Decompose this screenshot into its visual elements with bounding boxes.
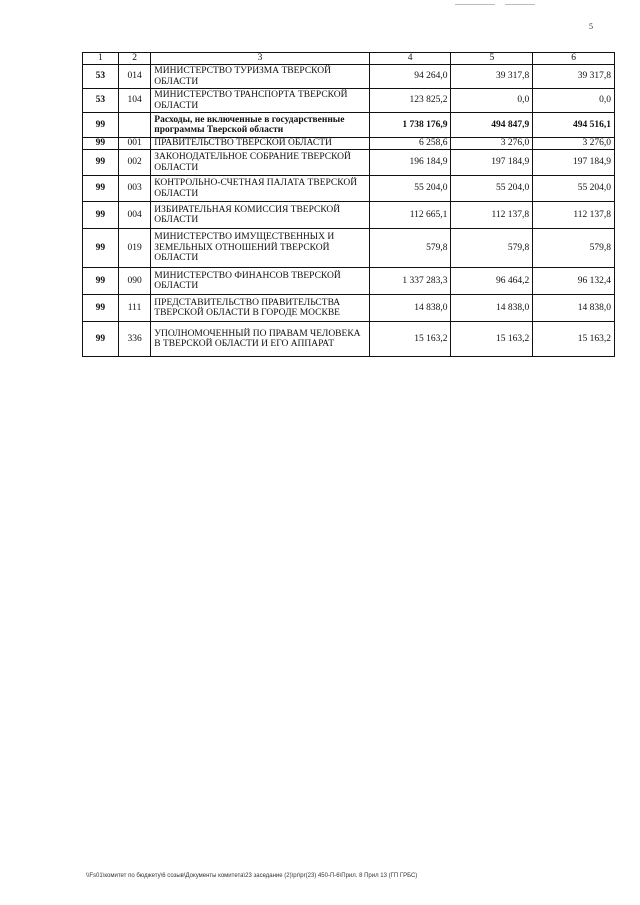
- value-col-4: 579,8: [369, 229, 451, 268]
- value-col-6: 14 838,0: [533, 295, 615, 322]
- row-name: МИНИСТЕРСТВО ИМУЩЕСТВЕННЫХ И ЗЕМЕЛЬНЫХ ОТНОШЕНИЙ ТВЕРСКОЙ ОБЛАСТИ: [151, 229, 369, 268]
- section-code: 99: [83, 202, 119, 229]
- section-code: 99: [83, 113, 119, 138]
- table-row: [83, 268, 615, 295]
- section-code: 99: [83, 150, 119, 176]
- section-code: 53: [83, 89, 119, 113]
- admin-code: 004: [118, 202, 150, 229]
- row-name: ПРАВИТЕЛЬСТВО ТВЕРСКОЙ ОБЛАСТИ: [151, 138, 369, 150]
- value-col-4: 1 738 176,9: [369, 113, 451, 138]
- admin-code: 001: [118, 138, 150, 150]
- value-col-6: 112 137,8: [533, 202, 615, 229]
- row-name: МИНИСТЕРСТВО ФИНАНСОВ ТВЕРСКОЙ ОБЛАСТИ: [151, 268, 369, 295]
- value-col-6: 55 204,0: [533, 176, 615, 202]
- value-col-4: 55 204,0: [369, 176, 451, 202]
- row-name: ПРЕДСТАВИТЕЛЬСТВО ПРАВИТЕЛЬСТВА ТВЕРСКОЙ ОБЛАСТИ В ГОРОДЕ МОСКВЕ: [151, 295, 369, 322]
- table-row: [83, 138, 615, 150]
- row-name: МИНИСТЕРСТВО ТУРИЗМА ТВЕРСКОЙ ОБЛАСТИ: [151, 65, 369, 89]
- value-col-4: 94 264,0: [369, 65, 451, 89]
- value-col-4: 1 337 283,3: [369, 268, 451, 295]
- admin-code: 090: [118, 268, 150, 295]
- value-col-5: 197 184,9: [451, 150, 533, 176]
- row-name: УПОЛНОМОЧЕННЫЙ ПО ПРАВАМ ЧЕЛОВЕКА В ТВЕРСКОЙ ОБЛАСТИ И ЕГО АППАРАТ: [151, 322, 369, 357]
- value-col-6: 197 184,9: [533, 150, 615, 176]
- section-code: 99: [83, 176, 119, 202]
- table-row: [83, 176, 615, 202]
- admin-code: [118, 113, 150, 138]
- admin-code: 104: [118, 89, 150, 113]
- header-cell: 5: [451, 53, 533, 65]
- value-col-5: 112 137,8: [451, 202, 533, 229]
- header-cell: 1: [83, 53, 119, 65]
- table-row: [83, 202, 615, 229]
- value-col-6: 579,8: [533, 229, 615, 268]
- value-col-5: 579,8: [451, 229, 533, 268]
- table-row: [83, 229, 615, 268]
- value-col-6: 0,0: [533, 89, 615, 113]
- admin-code: 014: [118, 65, 150, 89]
- value-col-5: 3 276,0: [451, 138, 533, 150]
- value-col-5: 55 204,0: [451, 176, 533, 202]
- admin-code: 111: [118, 295, 150, 322]
- header-cell: 6: [533, 53, 615, 65]
- row-name: КОНТРОЛЬНО-СЧЕТНАЯ ПАЛАТА ТВЕРСКОЙ ОБЛАСТИ: [151, 176, 369, 202]
- section-code: 99: [83, 268, 119, 295]
- section-code: 99: [83, 322, 119, 357]
- value-col-5: 15 163,2: [451, 322, 533, 357]
- header-cell: 4: [369, 53, 451, 65]
- scan-artifact: [455, 4, 495, 5]
- value-col-4: 15 163,2: [369, 322, 451, 357]
- row-name: МИНИСТЕРСТВО ТРАНСПОРТА ТВЕРСКОЙ ОБЛАСТИ: [151, 89, 369, 113]
- admin-code: 336: [118, 322, 150, 357]
- value-col-5: 14 838,0: [451, 295, 533, 322]
- value-col-6: 96 132,4: [533, 268, 615, 295]
- admin-code: 019: [118, 229, 150, 268]
- table-header-row: [83, 53, 615, 65]
- table-row: [83, 295, 615, 322]
- section-code: 99: [83, 229, 119, 268]
- value-col-6: 39 317,8: [533, 65, 615, 89]
- value-col-5: 39 317,8: [451, 65, 533, 89]
- admin-code: 002: [118, 150, 150, 176]
- value-col-5: 0,0: [451, 89, 533, 113]
- page-number: 5: [589, 22, 593, 31]
- value-col-6: 494 516,1: [533, 113, 615, 138]
- value-col-4: 196 184,9: [369, 150, 451, 176]
- row-name: ИЗБИРАТЕЛЬНАЯ КОМИССИЯ ТВЕРСКОЙ ОБЛАСТИ: [151, 202, 369, 229]
- row-name: ЗАКОНОДАТЕЛЬНОЕ СОБРАНИЕ ТВЕРСКОЙ ОБЛАСТИ: [151, 150, 369, 176]
- budget-table: [82, 52, 615, 357]
- value-col-6: 15 163,2: [533, 322, 615, 357]
- table-row: [83, 322, 615, 357]
- footer-file-path: \\Fs01\комитет по бюджету\6 созыв\Документы комитета\23 заседание (2)\pr\pr(23) 450-П-6\Прил. 8 Прил 13 (ГП ГРБС): [86, 873, 418, 879]
- section-code: 99: [83, 138, 119, 150]
- admin-code: 003: [118, 176, 150, 202]
- table-row: [83, 150, 615, 176]
- value-col-4: 123 825,2: [369, 89, 451, 113]
- header-cell: 3: [151, 53, 369, 65]
- table-row: [83, 113, 615, 138]
- value-col-5: 96 464,2: [451, 268, 533, 295]
- value-col-6: 3 276,0: [533, 138, 615, 150]
- row-name: Расходы, не включенные в государственные программы Тверской области: [151, 113, 369, 138]
- value-col-5: 494 847,9: [451, 113, 533, 138]
- section-code: 99: [83, 295, 119, 322]
- section-code: 53: [83, 65, 119, 89]
- value-col-4: 112 665,1: [369, 202, 451, 229]
- table-row: [83, 89, 615, 113]
- header-cell: 2: [118, 53, 150, 65]
- table-row: [83, 65, 615, 89]
- scan-artifact: [505, 4, 535, 5]
- value-col-4: 14 838,0: [369, 295, 451, 322]
- value-col-4: 6 258,6: [369, 138, 451, 150]
